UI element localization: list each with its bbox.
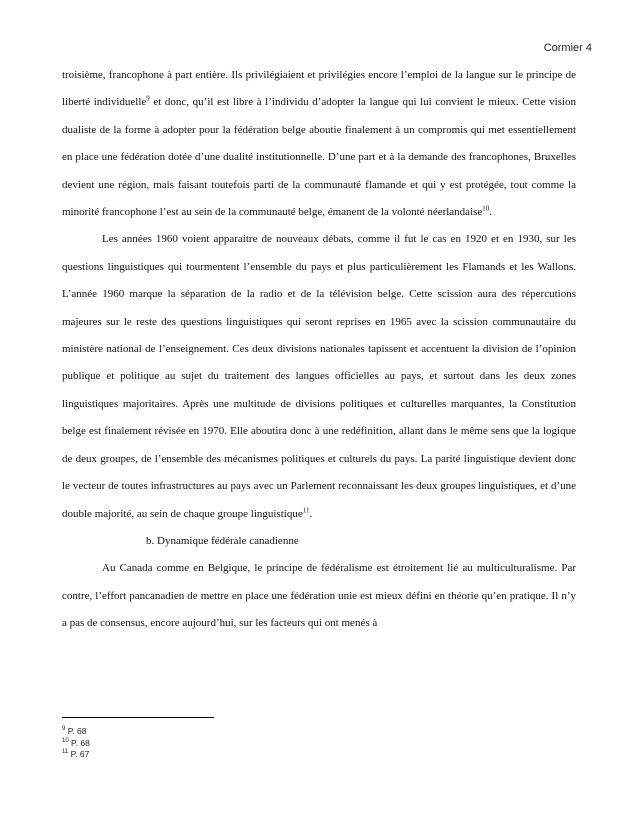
footnotes-section — [62, 726, 90, 761]
footnote-number: 10 — [62, 737, 69, 744]
footnote-separator — [62, 717, 214, 718]
paragraph-2 — [62, 226, 576, 527]
footnote-9 — [62, 726, 90, 738]
document-body — [62, 62, 576, 638]
paragraph-2-text-a: Les années 1960 voient apparaitre de nouveaux débats, comme il fut le cas en 1920 et en 1930, sur les questions linguistiques qui tourmentent l’ensemble du pays et plus particulièrement les Flamands et les Wallons. L’année 1960 marque la séparation de la radio et de la télévision belge. Cette scission aura des répercutions majeures sur le reste des questions linguistiques qui seront reprises en 1965 avec la scission communautaire du ministère national de l’enseignement. Ces deux divisions nationales tapissent et accentuent la division de l’opinion publique et politique au sujet du traitement des langues officielles au pays, et surtout dans les deux zones linguistiques majoritaires. Après une multitude de divisions politiques et culturelles marquantes, la Constitution belge est finalement révisée en 1970. Elle aboutira donc à une redéfinition, allant dans le même sens que la logique de deux groupes, de l’ensemble des mécanismes politiques et culturels du pays. La parité linguistique devient donc le vecteur de toutes infrastructures au pays avec un Parlement reconnaissant les deux groupes linguistiques, et d’une double majorité, au sein de chaque groupe linguistique — [62, 233, 576, 520]
paragraph-1-text-b: et donc, qu’il est libre à l’individu d’adopter la langue qui lui convient le mieux. Cette vision dualiste de la forme à adopter pour la fédération belge aboutie finalement à un compromis qui met essentiellement en place une fédération dotée d’une dualité institutionnelle. D’une part et à la demande des francophones, Bruxelles devient une région, mais faisant toutefois parti de la communauté flamande et qui y est protégée, tout comme la minorité francophone l’est au sein de la communauté belge, émanent de la volonté néerlandaise — [62, 96, 576, 219]
paragraph-3: Au Canada comme en Belgique, le principe de fédéralisme est étroitement lié au multiculturalisme. Par contre, l’effort pancanadien de mettre en place une fédération unie est mieux défini en théorie qu’en pratique. Il n’y a pas de consensus, encore aujourd’hui, sur les facteurs qui ont menés à — [62, 562, 576, 630]
footnote-number: 9 — [62, 726, 66, 733]
footnote-text: P. 68 — [68, 737, 90, 748]
paragraph-1-text-c: . — [489, 206, 493, 219]
footnote-10 — [62, 738, 90, 750]
footnote-11 — [62, 749, 90, 761]
paragraph-2-text-b: . — [309, 507, 313, 520]
running-header: Cormier 4 — [543, 42, 592, 54]
footnote-text: P. 68 — [65, 726, 87, 736]
footnote-text: P. 67 — [68, 749, 90, 759]
paragraph-1 — [62, 62, 576, 226]
footnote-ref-10[interactable]: 10 — [482, 204, 490, 213]
paragraph-1-text-a: troisième, francophone à part entière. Ils privilégiaient et privilégies encore l’emploi de la langue sur le principe de liberté individuelle — [62, 69, 576, 109]
footnote-ref-11[interactable]: 11 — [302, 505, 310, 514]
section-heading: b. Dynamique fédérale canadienne — [146, 534, 299, 547]
footnote-ref-9[interactable]: 9 — [146, 94, 150, 103]
footnote-number: 11 — [62, 749, 69, 756]
